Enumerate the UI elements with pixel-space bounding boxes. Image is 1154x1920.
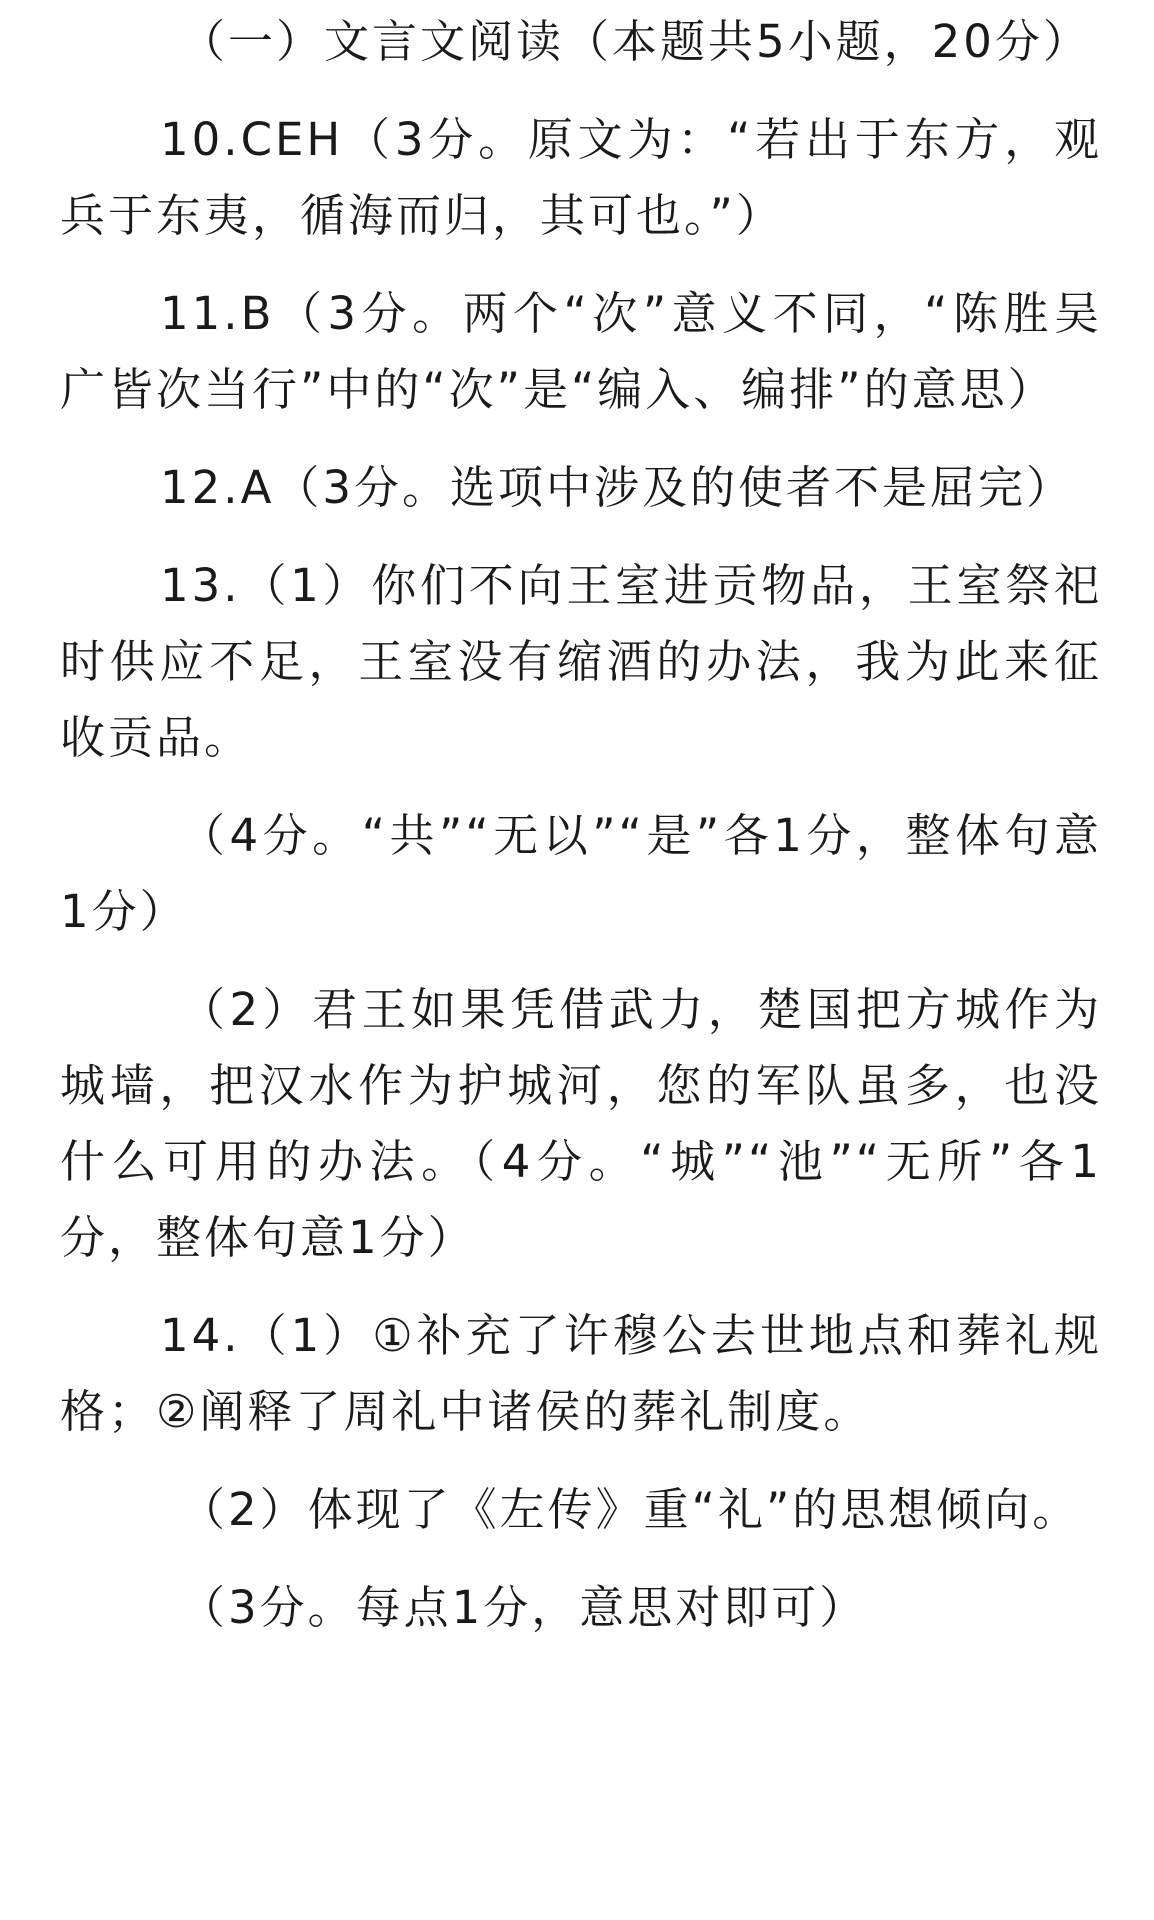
answer-12: 12.A（3分。选项中涉及的使者不是屈完） <box>160 461 1074 514</box>
answer-14-scoring: （3分。每点1分，意思对即可） <box>180 1581 868 1634</box>
answer-13-1: 13.（1）你们不向王室进贡物品，王室祭祀时供应不足，王室没有缩酒的办法，我为此来征收贡品。 <box>60 559 1102 764</box>
answer-14-2: （2）体现了《左传》重“礼”的思想倾向。 <box>180 1483 1081 1536</box>
answer-11: 11.B（3分。两个“次”意义不同，“陈胜吴广皆次当行”中的“次”是“编入、编排”的意思） <box>60 287 1102 416</box>
answer-14-1: 14.（1）①补充了许穆公去世地点和葬礼规格；②阐释了周礼中诸侯的葬礼制度。 <box>60 1309 1102 1438</box>
answer-13-2: （2）君王如果凭借武力，楚国把方城作为城墙，把汉水作为护城河，您的军队虽多，也没什么可用的办法。（4分。“城”“池”“无所”各1分，整体句意1分） <box>60 983 1102 1264</box>
answer-13-1-scoring: （4分。“共”“无以”“是”各1分，整体句意1分） <box>60 809 1102 938</box>
answer-10: 10.CEH（3分。原文为：“若出于东方，观兵于东夷，循海而归，其可也。”） <box>60 113 1102 242</box>
section-title: （一）文言文阅读（本题共5小题，20分） <box>180 15 1091 68</box>
